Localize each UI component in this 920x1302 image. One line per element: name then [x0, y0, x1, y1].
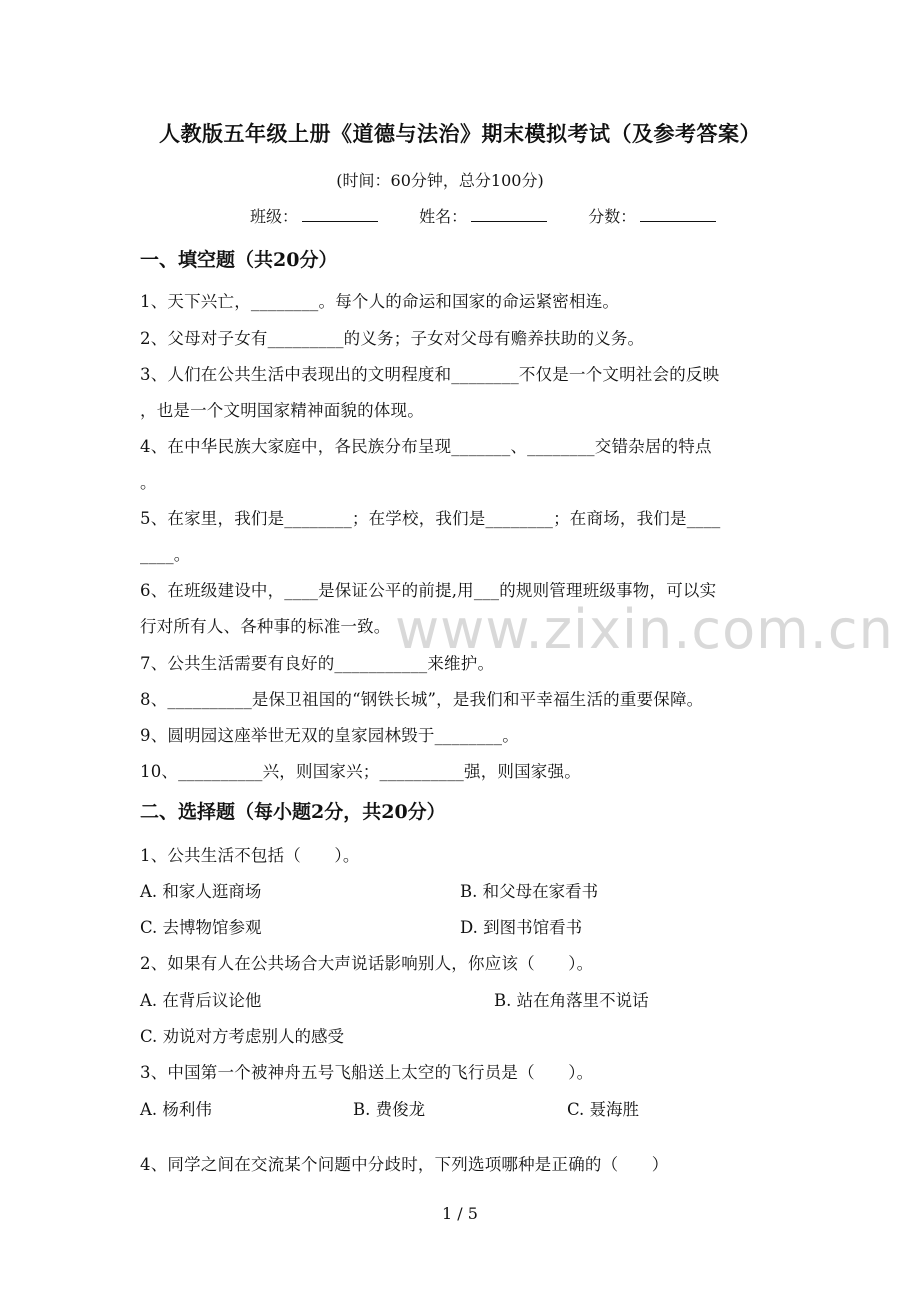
choice-question-1: 1、公共生活不包括（ ）。 [140, 846, 360, 865]
fill-question-8: 8、__________是保卫祖国的“钢铁长城”，是我们和平幸福生活的重要保障。 [140, 690, 704, 709]
fill-question-5: 5、在家里，我们是________；在学校，我们是________；在商场，我们是____ [140, 509, 721, 528]
section-choice-heading: 二、选择题（每小题2分，共20分） [140, 801, 446, 823]
name-label: 姓名： [419, 207, 468, 226]
choice-3-option-b: B. 费俊龙 [353, 1100, 426, 1119]
student-info-row [250, 204, 716, 227]
exam-time-note: (时间：60分钟，总分100分) [336, 171, 544, 190]
choice-3-option-c: C. 聂海胜 [567, 1100, 640, 1119]
fill-question-9: 9、圆明园这座举世无双的皇家园林毁于________。 [140, 726, 519, 745]
fill-question-4: 4、在中华民族大家庭中，各民族分布呈现_______、________交错杂居的特点 [140, 437, 712, 456]
choice-2-option-a: A. 在背后议论他 [140, 991, 262, 1010]
choice-1-option-d: D. 到图书馆看书 [460, 918, 583, 937]
page-number: 1 / 5 [442, 1204, 478, 1223]
choice-1-option-a: A. 和家人逛商场 [140, 882, 262, 901]
choice-question-4: 4、同学之间在交流某个问题中分歧时，下列选项哪种是正确的（ ） [140, 1155, 669, 1174]
fill-question-6-cont: 行对所有人、各种事的标准一致。 [140, 617, 391, 636]
choice-question-2: 2、如果有人在公共场合大声说话影响别人，你应该（ ）。 [140, 954, 594, 973]
page-title: 人教版五年级上册《道德与法治》期末模拟考试（及参考答案） [159, 121, 761, 146]
fill-question-7: 7、公共生活需要有良好的___________来维护。 [140, 654, 495, 673]
section-fill-blank-heading: 一、填空题（共20分） [140, 249, 338, 271]
name-blank [471, 205, 547, 222]
class-field [250, 204, 378, 227]
choice-3-option-a: A. 杨利伟 [140, 1100, 212, 1119]
fill-question-5-cont: ____。 [140, 545, 191, 564]
choice-question-3: 3、中国第一个被神舟五号飞船送上太空的飞行员是（ ）。 [140, 1063, 594, 1082]
class-blank [302, 205, 378, 222]
choice-1-option-b: B. 和父母在家看书 [460, 882, 599, 901]
fill-question-2: 2、父母对子女有_________的义务；子女对父母有赡养扶助的义务。 [140, 329, 645, 348]
watermark: www.zixin.com.cn [395, 598, 894, 661]
score-field [588, 204, 716, 227]
fill-question-4-cont: 。 [140, 473, 157, 492]
fill-question-6: 6、在班级建设中，____是保证公平的前提,用___的规则管理班级事物，可以实 [140, 581, 717, 600]
choice-2-option-c: C. 劝说对方考虑别人的感受 [140, 1027, 345, 1046]
fill-question-3: 3、人们在公共生活中表现出的文明程度和________不仅是一个文明社会的反映 [140, 365, 720, 384]
fill-question-1: 1、天下兴亡，________。每个人的命运和国家的命运紧密相连。 [140, 292, 620, 311]
choice-2-option-b: B. 站在角落里不说话 [494, 991, 649, 1010]
score-label: 分数： [588, 207, 637, 226]
name-field [419, 204, 547, 227]
score-blank [640, 205, 716, 222]
fill-question-3-cont: ，也是一个文明国家精神面貌的体现。 [140, 401, 424, 420]
class-label: 班级： [250, 207, 299, 226]
choice-1-option-c: C. 去博物馆参观 [140, 918, 262, 937]
fill-question-10: 10、__________兴，则国家兴；__________强，则国家强。 [140, 762, 581, 781]
